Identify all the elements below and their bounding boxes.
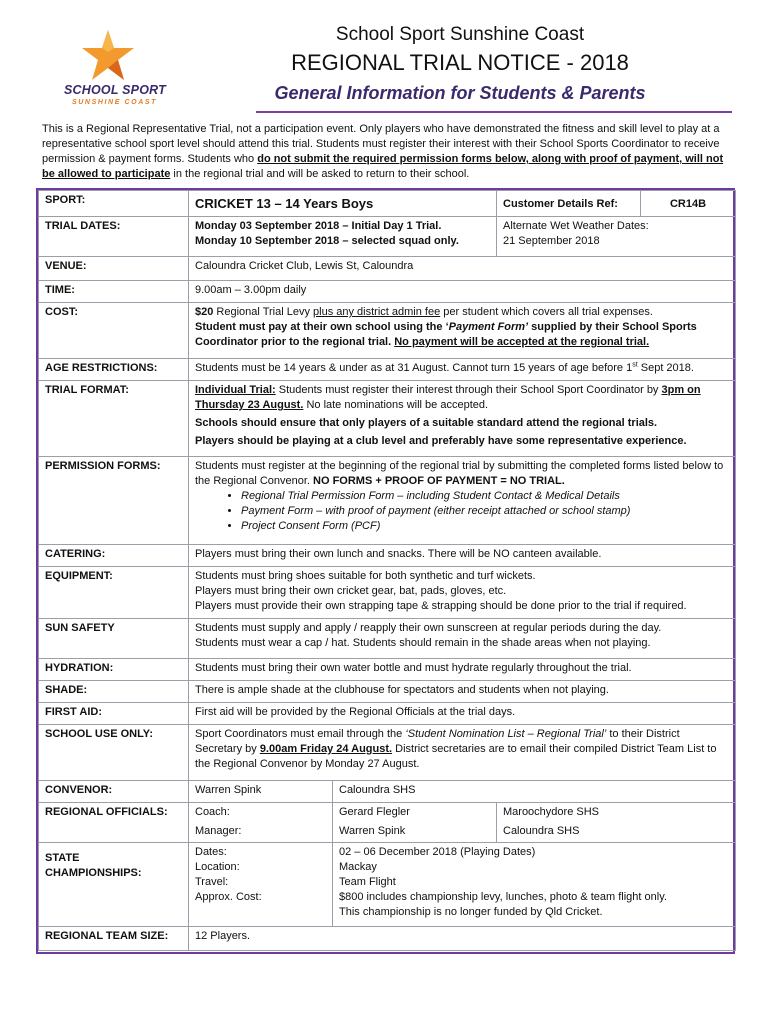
header-divider <box>256 111 732 113</box>
customer-ref-value: CR14B <box>641 191 736 217</box>
table-row-dates <box>39 217 736 257</box>
shade-value: There is ample shade at the clubhouse for spectators and students when not playing. <box>189 681 736 703</box>
table-row-format <box>39 381 736 457</box>
sport-value: CRICKET 13 – 14 Years Boys <box>189 191 497 217</box>
table-row-sun-safety <box>39 619 736 659</box>
star-logo-icon <box>78 28 140 84</box>
row-label: CATERING: <box>39 545 189 567</box>
table-row-hydration <box>39 659 736 681</box>
time-value: 9.00am – 3.00pm daily <box>189 281 736 303</box>
row-label: STATE CHAMPIONSHIPS: <box>39 843 189 927</box>
table-row-school-use <box>39 725 736 781</box>
convenor-school: Caloundra SHS <box>333 781 736 803</box>
row-label: SPORT: <box>39 191 189 217</box>
logo-text-sunshine-coast: SUNSHINE COAST <box>72 99 158 106</box>
table-row-team-size <box>39 927 736 951</box>
table-row-catering <box>39 545 736 567</box>
permission-forms-list <box>195 489 729 534</box>
table-row-permission <box>39 457 736 545</box>
list-item: • Payment Form – with proof of payment (either receipt attached or school stamp) <box>241 504 729 519</box>
customer-ref-label: Customer Details Ref: <box>497 191 641 217</box>
team-size-value: 12 Players. <box>189 927 736 951</box>
row-label: HYDRATION: <box>39 659 189 681</box>
row-label: CONVENOR: <box>39 781 189 803</box>
row-label: REGIONAL TEAM SIZE: <box>39 927 189 951</box>
first-aid-value: First aid will be provided by the Regional Officials at the trial days. <box>189 703 736 725</box>
table-row-age <box>39 359 736 381</box>
table-row-cost <box>39 303 736 359</box>
table-row-venue <box>39 257 736 281</box>
school-sport-logo <box>56 28 168 110</box>
venue-value: Caloundra Cricket Club, Lewis St, Caloundra <box>189 257 736 281</box>
row-label: TRIAL FORMAT: <box>39 381 189 457</box>
permission-value: Students must register at the beginning of the regional trial by submitting the completed forms listed below to the Regional Convenor. NO FORMS + PROOF OF PAYMENT = NO TRIAL. • Regional Trial Permission Form – including Student Contact & Medical Details • Payment Form – with proof of payment (either receipt attached or school stamp) • Project Consent Form (PCF) <box>189 457 736 545</box>
equipment-value: Students must bring shoes suitable for both synthetic and turf wickets. Players must bring their own cricket gear, bat, pads, gloves, etc. Players must provide their own strapping tape & strapping should be done prior to the trial if required. <box>189 567 736 619</box>
convenor-name: Warren Spink <box>189 781 333 803</box>
info-table <box>36 188 735 954</box>
catering-value: Players must bring their own lunch and snacks. There will be NO canteen available. <box>189 545 736 567</box>
row-label: SCHOOL USE ONLY: <box>39 725 189 781</box>
row-label: SHADE: <box>39 681 189 703</box>
school-use-value: Sport Coordinators must email through the ‘Student Nomination List – Regional Trial’ to their District Secretary by 9.00am Friday 24 August. District secretaries are to email their compiled District Team List to the Regional Convenor by Monday 27 August. <box>189 725 736 781</box>
table-row-time <box>39 281 736 303</box>
row-label: EQUIPMENT: <box>39 567 189 619</box>
row-label: VENUE: <box>39 257 189 281</box>
state-values: 02 – 06 December 2018 (Playing Dates) Mackay Team Flight $800 includes championship levy, lunches, photo & team flight only. This championship is no longer funded by Qld Cricket. <box>333 843 736 927</box>
wet-weather-dates: Alternate Wet Weather Dates: 21 September 2018 <box>497 217 736 257</box>
age-value: Students must be 14 years & under as at 31 August. Cannot turn 15 years of age before 1st Sept 2018. <box>189 359 736 381</box>
row-label: REGIONAL OFFICIALS: <box>39 803 189 843</box>
cost-value: $20 Regional Trial Levy plus any district admin fee per student which covers all trial expenses. Student must pay at their own school using the ‘Payment Form’ supplied by their School Sports Coordinator prior to the regional trial. No payment will be accepted at the regional trial. <box>189 303 736 359</box>
format-value: Individual Trial: Students must register their interest through their School Sport Coordinator by 3pm on Thursday 23 August. No late nominations will be accepted. Schools should ensure that only players of a suitable standard attend the regional trials. Players should be playing at a club level and preferably have some representative experience. <box>189 381 736 457</box>
official-roles: Coach: Manager: <box>189 803 333 843</box>
logo-text-school-sport: SCHOOL SPORT <box>64 83 166 97</box>
table-row-sport <box>39 191 736 217</box>
official-names: Gerard Flegler Warren Spink <box>333 803 497 843</box>
table-row-shade <box>39 681 736 703</box>
row-label: FIRST AID: <box>39 703 189 725</box>
list-item: • Project Consent Form (PCF) <box>241 519 729 534</box>
table-row-equipment <box>39 567 736 619</box>
page-title: REGIONAL TRIAL NOTICE - 2018 <box>291 50 629 75</box>
trial-dates-value: Monday 03 September 2018 – Initial Day 1 Trial. Monday 10 September 2018 – selected squad only. <box>189 217 497 257</box>
row-label: PERMISSION FORMS: <box>39 457 189 545</box>
sun-safety-value: Students must supply and apply / reapply their own sunscreen at regular periods during the day. Students must wear a cap / hat. Students should remain in the shade areas when not playing. <box>189 619 736 659</box>
table-row-convenor <box>39 781 736 803</box>
row-label: AGE RESTRICTIONS: <box>39 359 189 381</box>
list-item: • Regional Trial Permission Form – including Student Contact & Medical Details <box>241 489 729 504</box>
table-row-state <box>39 843 736 927</box>
row-label: COST: <box>39 303 189 359</box>
row-label: TIME: <box>39 281 189 303</box>
row-label: SUN SAFETY <box>39 619 189 659</box>
row-label: TRIAL DATES: <box>39 217 189 257</box>
table-row-officials <box>39 803 736 843</box>
official-schools: Maroochydore SHS Caloundra SHS <box>497 803 736 843</box>
state-keys: Dates: Location: Travel: Approx. Cost: <box>189 843 333 927</box>
table-row-first-aid <box>39 703 736 725</box>
intro-paragraph: This is a Regional Representative Trial, not a participation event. Only players who have demonstrated the fitness and skill level to play at a representative school sport level should attend this trial. Students must register their interest with their School Sports Coordinator to receive permission & payment forms. Students who do not submit the required permission forms below, along with proof of payment, will not be allowed to participate in the regional trial and will be asked to return to their school. <box>42 123 724 180</box>
org-name: School Sport Sunshine Coast <box>335 24 585 45</box>
page-subtitle: General Information for Students & Parents <box>274 83 646 103</box>
hydration-value: Students must bring their own water bottle and must hydrate regularly throughout the trial. <box>189 659 736 681</box>
